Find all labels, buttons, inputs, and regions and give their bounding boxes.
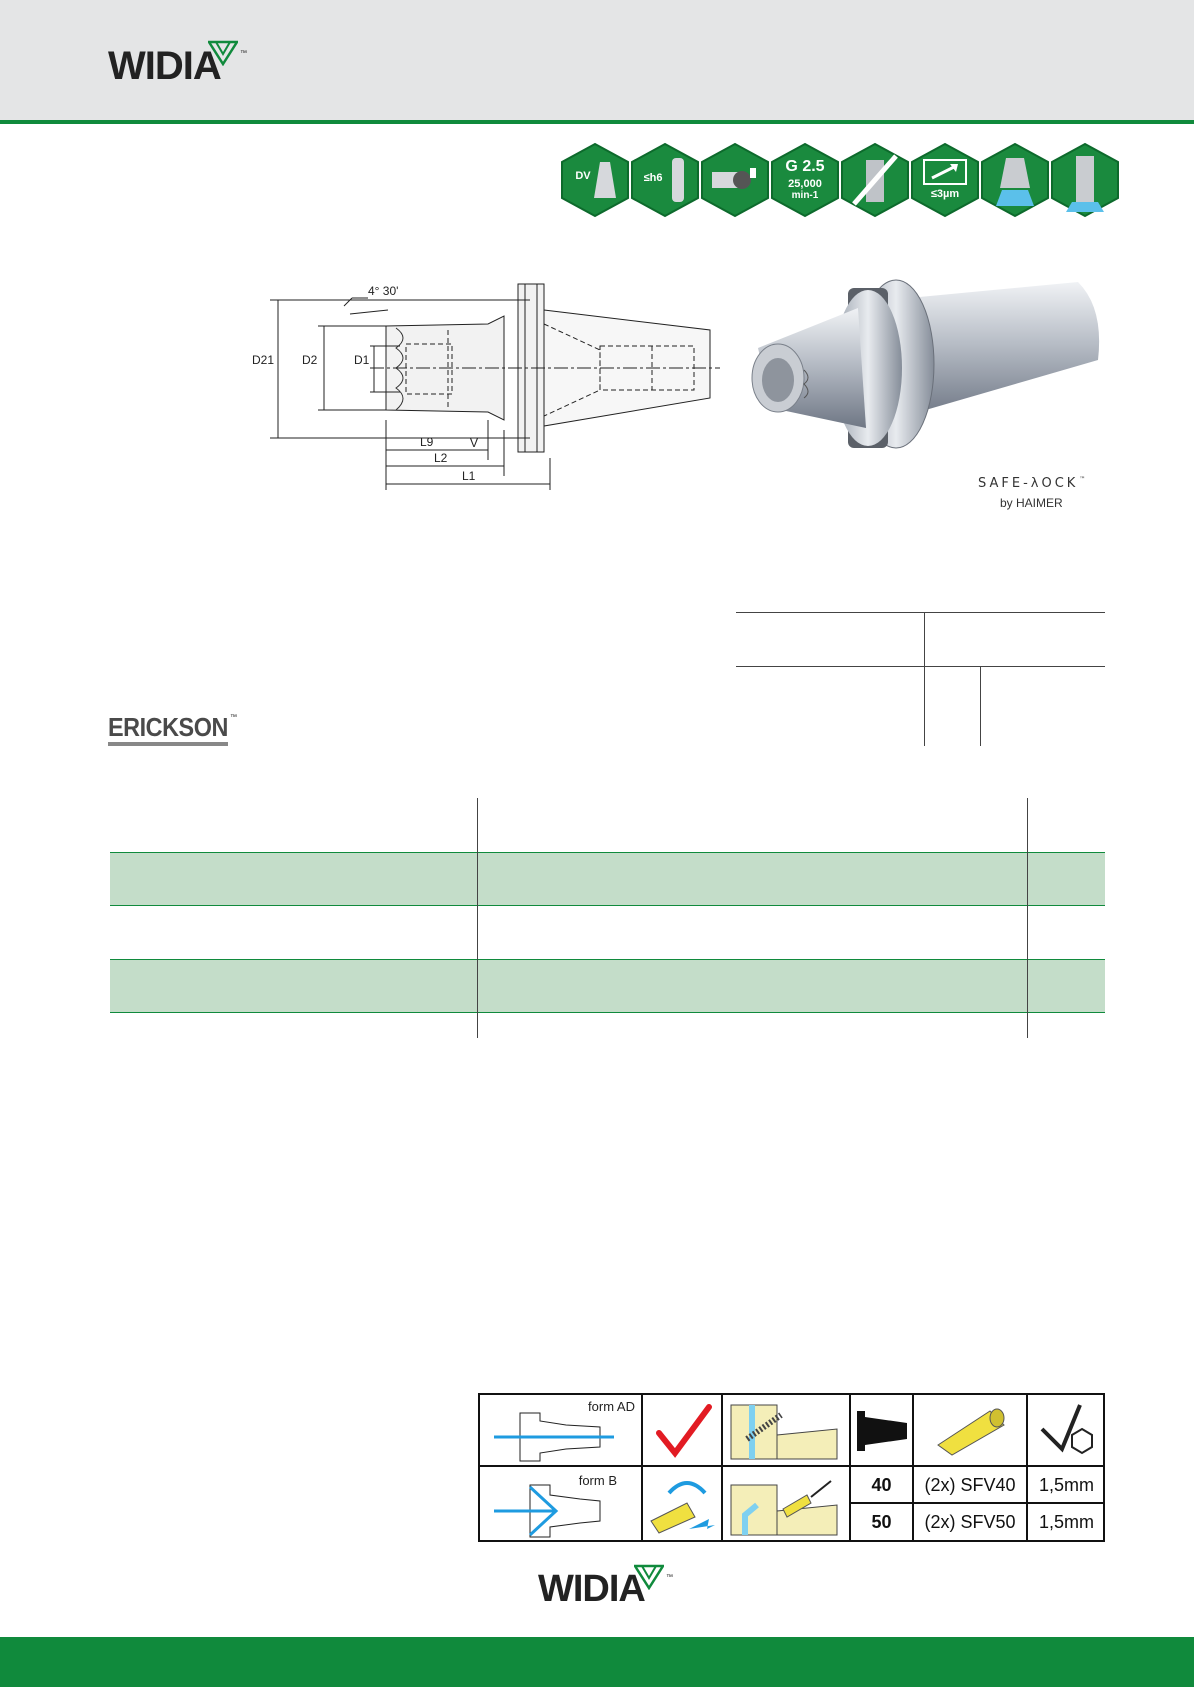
table-rule [110, 959, 1105, 960]
l9-label: L9 [420, 435, 434, 449]
dv-taper-icon: DV [560, 142, 630, 218]
d2-label: D2 [302, 353, 318, 367]
section-b-cell [723, 1467, 851, 1542]
accessory-table [478, 1393, 1105, 1542]
flange-section-b-icon [727, 1471, 845, 1537]
widia-triangle-icon [634, 1564, 664, 1590]
l2-label: L2 [434, 451, 448, 465]
runout-icon: ≤3µm [910, 142, 980, 218]
form-b-icon [490, 1479, 630, 1539]
l1-label: L1 [462, 469, 476, 483]
safe-lock-brand: SAFE-λOCK™ [978, 476, 1089, 491]
table-column-divider [1027, 798, 1028, 1038]
d1-label: D1 [354, 353, 370, 367]
screw-ref-cell: (2x) SFV40 [914, 1467, 1028, 1504]
table-rule [110, 1012, 1105, 1013]
tool-holder-photo [748, 268, 1108, 470]
shank-tolerance-icon: ≤h6 [630, 142, 700, 218]
check-cell [643, 1395, 723, 1467]
spec-table-mid-rule [736, 666, 1105, 667]
screw-cell [914, 1395, 1028, 1467]
move-screw-icon [647, 1471, 719, 1537]
table-rule [110, 852, 1105, 853]
table-row [110, 960, 1105, 1013]
header-rule [0, 120, 1194, 124]
taper-icon [855, 1405, 911, 1457]
taper-cell [851, 1395, 914, 1467]
spec-table-divider [924, 612, 925, 746]
erickson-logo: ERICKSON ™ [108, 712, 232, 744]
table-column-divider [477, 798, 478, 1038]
rotate-cell [643, 1467, 723, 1542]
form-ad-cell: form AD [480, 1395, 643, 1467]
safe-lock-by: by HAIMER [1000, 496, 1063, 510]
brand-trademark: ™ [240, 50, 247, 57]
flange-coolant-icon [980, 142, 1050, 218]
feature-icon-row [560, 142, 1110, 222]
widia-logo-top [108, 44, 247, 89]
flange-section-icon [727, 1399, 845, 1461]
checkmark-icon [655, 1403, 713, 1459]
through-coolant-icon [1050, 142, 1120, 218]
footer-bar [0, 1637, 1194, 1687]
angle-label: 4° 30' [368, 284, 399, 298]
key-size-cell: 1,5mm [1028, 1467, 1105, 1504]
widia-triangle-icon [208, 40, 238, 66]
collet-nut-icon [700, 142, 770, 218]
widia-logo-bottom: WIDIA ™ [538, 1568, 645, 1611]
table-rule [110, 905, 1105, 906]
v-label: V [470, 436, 479, 450]
balance-icon: G 2.5 25,000 min-1 [770, 142, 840, 218]
spec-table-divider [980, 666, 981, 746]
screw-ref-cell: (2x) SFV50 [914, 1504, 1028, 1542]
key-size-cell: 1,5mm [1038, 1512, 1094, 1532]
form-b-cell: form B [480, 1467, 643, 1542]
form-ad-icon [490, 1407, 630, 1463]
section-ad-cell [723, 1395, 851, 1467]
d21-label: D21 [252, 353, 275, 367]
size-cell: 50 [851, 1504, 914, 1542]
key-cell [1028, 1395, 1105, 1467]
tool-holder-drawing [240, 280, 730, 495]
size-cell: 40 [851, 1467, 914, 1504]
hex-key-icon [1034, 1399, 1100, 1461]
table-row [110, 853, 1105, 906]
brand-name: WIDIA [108, 44, 221, 88]
spec-table-top-rule [736, 612, 1105, 613]
no-side-lock-icon [840, 142, 910, 218]
grub-screw-icon [934, 1405, 1010, 1457]
